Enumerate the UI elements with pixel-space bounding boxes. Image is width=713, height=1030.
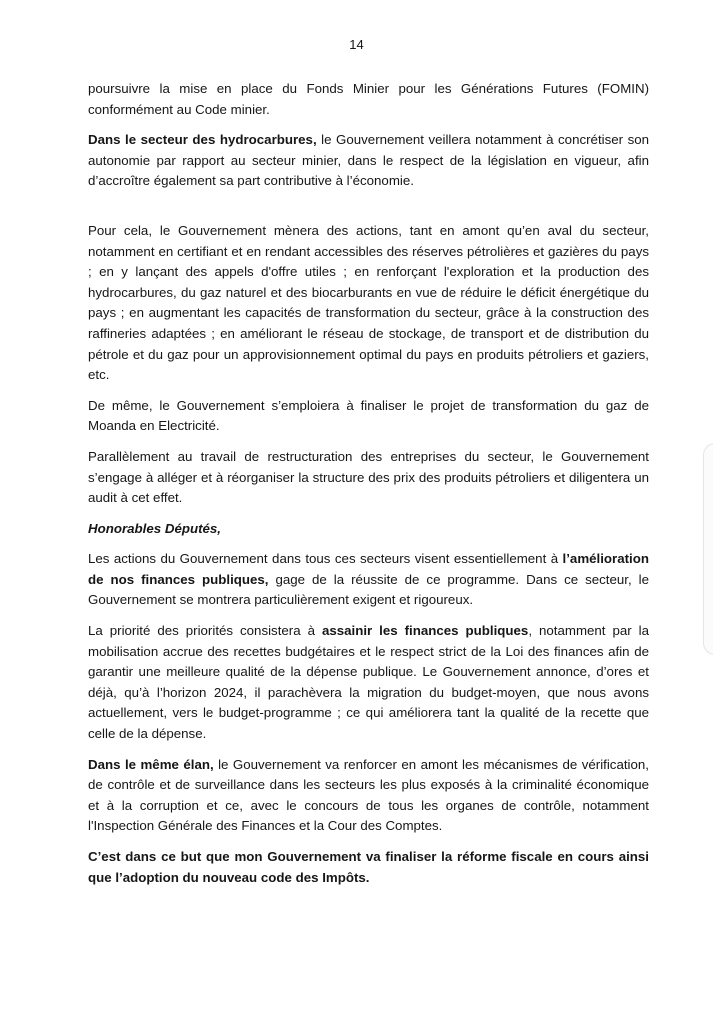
document-body [88, 79, 649, 898]
page-number: 14 [349, 37, 364, 52]
paragraph-hydrocarbures [88, 130, 649, 192]
paragraph-fomin: poursuivre la mise en place du Fonds Minier pour les Générations Futures (FOMIN) conformément au Code minier. [88, 81, 649, 117]
paragraph-text: le Gouvernement veillera notamment à concrétiser son autonomie par rapport au secteur minier, dans le respect de la législation en vigueur, afin d’accroître également sa part contributive à l’économie. [88, 132, 650, 189]
paragraph-text: La priorité des priorités consistera à [88, 623, 322, 639]
paragraph-finances [88, 549, 649, 611]
paragraph-text: , notamment par la mobilisation accrue des recettes budgétaires et le respect strict de la Loi des finances afin de garantir une meilleure qualité de la dépense publique. Le Gouvernement annonce, d’ores et déjà, qu’à l’horizon 2024, il parachèvera la migration du budget-moyen, que nous avons actuellement, vers le budget-programme ; ce qui améliorera tant la qualité de la recette que celle de la dépense. [88, 623, 649, 742]
paragraph-controle [88, 755, 649, 837]
paragraph-actions: Pour cela, le Gouvernement mènera des actions, tant en amont qu’en aval du secteur, notamment en certifiant et en rendant accessibles des réserves pétrolières et gazières du pays ; en y lançant des appels d'offre utiles ; en renforçant l'exploration et la production des hydrocarbures, du gaz naturel et des biocarburants en vue de réduire le déficit énergétique du pays ; en augmentant les capacités de transformation du secteur, grâce à la construction des raffineries adaptées ; en améliorant le réseau de stockage, de transport et de distribution du pétrole et du gaz pour un approvisionnement optimal du pays en produits pétroliers et gaziers, etc. [88, 222, 649, 383]
section-heading: Honorables Députés, [88, 520, 221, 536]
bold-phrase: l’amélioration de nos finances publiques, [88, 551, 649, 587]
paragraph-reforme-fiscale [88, 847, 649, 888]
paragraph-moanda: De même, le Gouvernement s’emploiera à finaliser le projet de transformation du gaz de Moanda en Electricité. [88, 397, 649, 434]
bold-phrase: assainir les finances publiques [321, 623, 529, 639]
side-scroll-tab[interactable] [703, 443, 713, 655]
bold-lead: Dans le même élan, [88, 756, 214, 772]
paragraph-text: le Gouvernement va renforcer en amont les mécanismes de vérification, de contrôle et de surveillance dans les secteurs les plus exposés à la criminalité économique et à la corruption et ce, avec le concours de tous les organes de contrôle, notamment l'Inspection Générale des Finances et la Cour des Comptes. [88, 756, 649, 834]
paragraph-text: gage de la réussite de ce programme. Dans ce secteur, le Gouvernement se montrera particulièrement exigent et rigoureux. [88, 571, 649, 608]
paragraph-priorite [88, 621, 649, 745]
paragraph-restructuration: Parallèlement au travail de restructuration des entreprises du secteur, le Gouvernement s’engage à alléger et à réorganiser la structure des prix des produits pétroliers et diligentera un audit à cet effet. [88, 448, 649, 506]
bold-lead: Dans le secteur des hydrocarbures, [88, 132, 317, 148]
bold-paragraph: C’est dans ce but que mon Gouvernement va finaliser la réforme fiscale en cours ainsi que l’adoption du nouveau code des Impôts. [88, 849, 649, 885]
paragraph-text: Les actions du Gouvernement dans tous ces secteurs visent essentiellement à [88, 551, 563, 567]
